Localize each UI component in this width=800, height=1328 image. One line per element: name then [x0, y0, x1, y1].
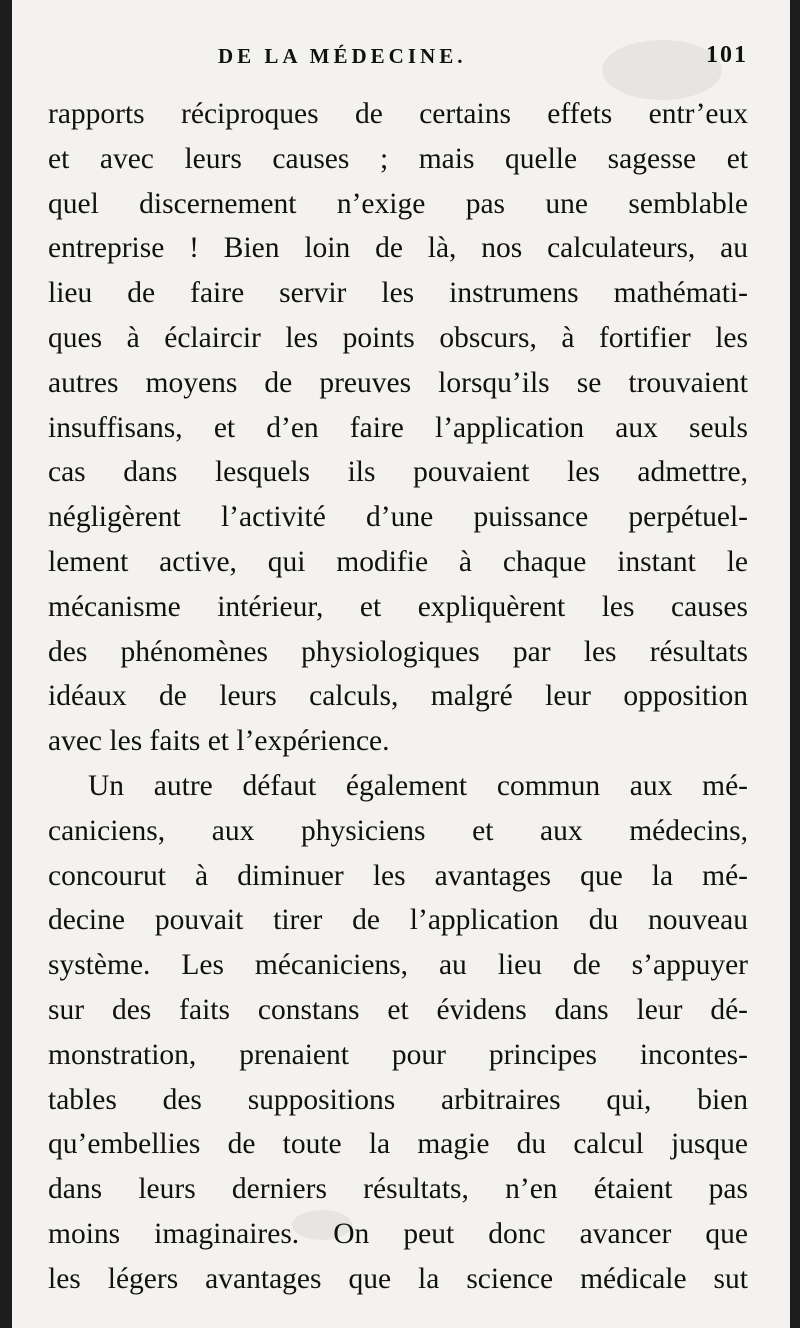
text-line: insuffisans, et d’en faire l’application aux seuls	[48, 411, 748, 444]
text-line: quel discernement n’exige pas une semblable	[48, 187, 748, 220]
text-line: ques à éclaircir les points obscurs, à fortifier les	[48, 321, 748, 354]
text-line: monstration, prenaient pour principes incontes-	[48, 1038, 748, 1071]
text-line: tables des suppositions arbitraires qui, bien	[48, 1083, 748, 1116]
paragraph-start-line: Un autre défaut également commun aux mé-	[88, 769, 748, 802]
text-line: entreprise ! Bien loin de là, nos calculateurs, au	[48, 232, 748, 265]
page-number: 101	[706, 42, 748, 68]
body-text	[48, 92, 748, 1302]
text-line: négligèrent l’activité d’une puissance perpétuel-	[48, 501, 748, 534]
text-line: des phénomènes physiologiques par les résultats	[48, 635, 748, 668]
text-line: cas dans lesquels ils pouvaient les admettre,	[48, 456, 748, 489]
text-line: autres moyens de preuves lorsqu’ils se trouvaient	[48, 366, 748, 399]
running-head	[48, 44, 748, 74]
text-line: sur des faits constans et évidens dans leur dé-	[48, 993, 748, 1026]
text-line: lieu de faire servir les instrumens mathémati-	[48, 277, 748, 310]
text-line: et avec leurs causes ; mais quelle sagesse et	[48, 142, 748, 175]
text-line: dans leurs derniers résultats, n’en étaient pas	[48, 1173, 748, 1206]
book-page	[12, 0, 790, 1328]
text-line: idéaux de leurs calculs, malgré leur opposition	[48, 680, 748, 713]
text-line: rapports réciproques de certains effets entr’eux	[48, 98, 748, 130]
paragraph-end-line: avec les faits et l’expérience.	[48, 725, 390, 758]
text-line: système. Les mécaniciens, au lieu de s’appuyer	[48, 949, 748, 982]
text-line: decine pouvait tirer de l’application du nouveau	[48, 904, 748, 937]
text-line: caniciens, aux physiciens et aux médecins,	[48, 814, 748, 847]
running-title: DE LA MÉDECINE.	[218, 44, 467, 68]
text-line: moins imaginaires. On peut donc avancer que	[48, 1217, 748, 1250]
text-line: mécanisme intérieur, et expliquèrent les causes	[48, 590, 748, 623]
text-line: lement active, qui modifie à chaque instant le	[48, 545, 748, 578]
text-line: qu’embellies de toute la magie du calcul jusque	[48, 1128, 748, 1161]
text-line: les légers avantages que la science médicale sut	[48, 1262, 748, 1295]
text-line: concourut à diminuer les avantages que la mé-	[48, 859, 748, 892]
